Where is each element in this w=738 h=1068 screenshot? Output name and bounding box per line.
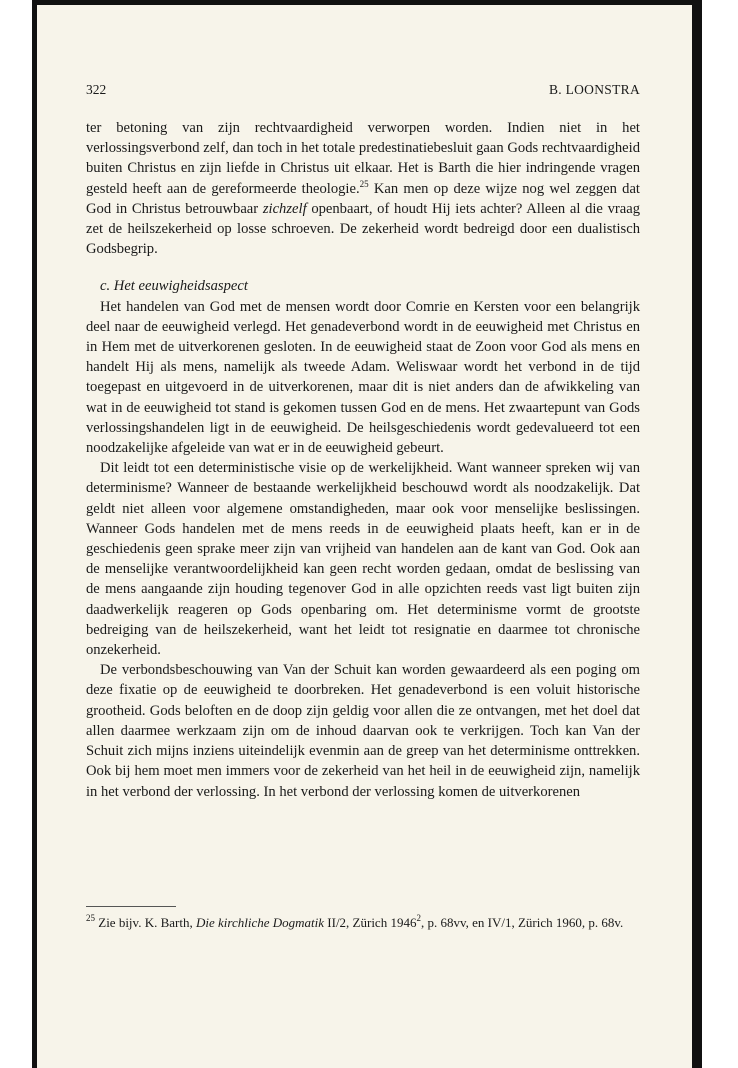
footnote: [86, 914, 640, 931]
footnote-number: 25: [86, 913, 95, 923]
paragraph-continuation: [86, 118, 640, 259]
running-head-author: B. LOONSTRA: [548, 82, 640, 97]
footnote-edition: 2: [416, 913, 421, 923]
emphasis-text: zichzelf: [262, 200, 307, 217]
footnote-reference[interactable]: 25: [359, 178, 369, 189]
paragraph: Dit leidt tot een deterministische visie op de werkelijkheid. Want wanneer spreken wij van determinisme? Wanneer de bestaande werkelijkheid beschouwd wordt als noodzakelijk. Dat geldt niet alleen voor algemene omstandigheden, maar ook voor menselijke beslissingen. Wanneer Gods handelen met de mens reeds in de eeuwigheid plaats heeft, kan er in de geschiedenis geen sprake meer zijn van vrijheid van handelen aan de kant van God. Ook aan de menselijke verantwoordelijkheid kan geen recht worden gedaan, omdat de beslissing van de mens aangaande zijn houding tegenover God in alle opzichten reeds vast ligt buiten zijn daadwerkelijk reageren op Gods openbaring om. Het determinisme vormt de grootste bedreiging van de heilszekerheid, want het leidt tot resignatie en daarmee tot chronische onzekerheid.: [86, 460, 640, 659]
paragraph: De verbondsbeschouwing van Van der Schuit kan worden gewaardeerd als een poging om deze fixatie op de eeuwigheid te doorbreken. Het genadeverbond is een voluit historische grootheid. Gods beloften en de doop zijn geldig voor allen die ze ontvangen, met het doel dat allen daarmee werkzaam zijn om de inhoud daarvan ook te verkrijgen. Toch kan Van der Schuit zich mijns inziens uiteindelijk evenmin aan de greep van het determinisme onttrekken. Ook bij hem moet men immers voor de zekerheid van het heil in de eeuwigheid zijn, namelijk in het verbond der verlossing. In het verbond der verlossing komen de uitverkorenen: [86, 662, 640, 800]
paragraph: Het handelen van God met de mensen wordt door Comrie en Kersten voor een belangrijk deel naar de eeuwigheid verlegd. Het genadeverbond wordt in de eeuwigheid met Christus en in Hem met de uitverkorenen gesloten. In de eeuwigheid staat de Zoon voor God als mens en handelt Hij als mens, namelijk als tweede Adam. Weliswaar wordt het verbond in de tijd toegepast en uitgevoerd in de uitverkorenen, maar dit is niet anders dan de afwikkeling van wat in de eeuwigheid tot stand is gekomen tussen God en de mens. Het zwaartepunt van Gods verlossingshandelen ligt in de eeuwigheid. De heilsgeschiedenis wordt gedevalueerd tot een noodzakelijke afgeleide van wat er in de eeuwigheid gebeurt.: [86, 298, 640, 457]
footnote-divider: [86, 906, 176, 907]
scan-border-right: [692, 0, 702, 1068]
body-text: [86, 118, 640, 802]
footnote-text: II/2, Zürich 1946: [324, 915, 417, 930]
paragraph-text: Kan men op deze wijze nog wel zeggen dat God in Christus betrouwbaar: [86, 180, 640, 217]
footnote-text: Zie bijv. K. Barth,: [95, 915, 196, 930]
section-heading: c. Het eeuwigheidsaspect: [100, 278, 248, 295]
paragraph-text: openbaart, of houdt Hij iets achter? Alleen al die vraag zet de heilszekerheid op losse schroeven. De zekerheid wordt bedreigd door een dualistisch Godsbegrip.: [86, 200, 641, 258]
paragraph-text: ter betoning van zijn rechtvaardigheid verworpen worden. Indien niet in het verlossingsverbond zelf, dan toch in het totale predestinatiebesluit gaan Gods rechtvaardigheid buiten Christus en zijn liefde in Christus uit elkaar. Het is Barth die hier indringende vragen gesteld heeft aan de gereformeerde theologie.: [86, 120, 640, 197]
footnote-text: , p. 68vv, en IV/1, Zürich 1960, p. 68v.: [420, 915, 624, 930]
footnote-book-title: Die kirchliche Dogmatik: [195, 915, 325, 930]
page-number: 322: [86, 82, 107, 97]
